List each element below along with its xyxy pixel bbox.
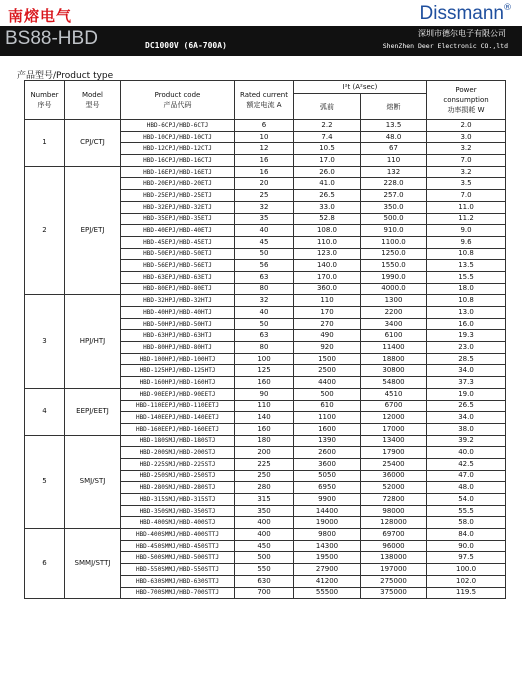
cell-melting-i2t: 350.0 <box>361 201 427 213</box>
cell-melting-i2t: 138000 <box>361 552 427 564</box>
cell-power-loss: 119.5 <box>427 587 506 599</box>
header-rated <box>235 81 294 120</box>
cell-melting-i2t: 1550.0 <box>361 260 427 272</box>
cell-product-code: HBD-32HPJ/HBD-32HTJ <box>121 295 235 307</box>
cell-power-loss: 19.0 <box>427 388 506 400</box>
cell-rated-current: 630 <box>235 575 294 587</box>
cell-rated-current: 12 <box>235 143 294 155</box>
cell-power-loss: 37.3 <box>427 377 506 389</box>
cell-product-code: HBD-400SMJ/HBD-400STJ <box>121 517 235 529</box>
cell-product-code: HBD-100HPJ/HBD-100HTJ <box>121 353 235 365</box>
cell-power-loss: 7.0 <box>427 190 506 202</box>
cell-rated-current: 63 <box>235 271 294 283</box>
cell-prearc-i2t: 19500 <box>294 552 361 564</box>
cell-prearc-i2t: 270 <box>294 318 361 330</box>
header-prearc: 弧前 <box>294 94 361 120</box>
header-number <box>25 81 65 120</box>
cell-power-loss: 54.0 <box>427 494 506 506</box>
cell-prearc-i2t: 26.0 <box>294 166 361 178</box>
cell-rated-current: 225 <box>235 458 294 470</box>
cell-rated-current: 350 <box>235 505 294 517</box>
cell-prearc-i2t: 41.0 <box>294 178 361 190</box>
cell-melting-i2t: 36000 <box>361 470 427 482</box>
cell-rated-current: 25 <box>235 190 294 202</box>
cell-prearc-i2t: 110.0 <box>294 236 361 248</box>
cell-product-code: HBD-40EPJ/HBD-40ETJ <box>121 225 235 237</box>
cell-product-code: HBD-6CPJ/HBD-6CTJ <box>121 120 235 132</box>
cell-product-code: HBD-90EEPJ/HBD-90EETJ <box>121 388 235 400</box>
header-number-cn: 序号 <box>37 101 52 109</box>
cell-product-code: HBD-40HPJ/HBD-40HTJ <box>121 307 235 319</box>
cell-power-loss: 18.0 <box>427 283 506 295</box>
cell-product-code: HBD-630SMMJ/HBD-630STTJ <box>121 575 235 587</box>
cell-power-loss: 97.5 <box>427 552 506 564</box>
cell-melting-i2t: 128000 <box>361 517 427 529</box>
cell-power-loss: 10.8 <box>427 248 506 260</box>
cell-rated-current: 700 <box>235 587 294 599</box>
company-name-cn: 深圳市德尔电子有限公司 <box>418 29 506 38</box>
cell-rated-current: 50 <box>235 318 294 330</box>
voltage-spec: DC1000V (6A-700A) <box>145 41 227 50</box>
cell-rated-current: 160 <box>235 377 294 389</box>
header-code-cn: 产品代码 <box>163 101 192 109</box>
cell-melting-i2t: 98000 <box>361 505 427 517</box>
cell-product-code: HBD-45EPJ/HBD-45ETJ <box>121 236 235 248</box>
cell-number: 1 <box>25 120 65 167</box>
cell-rated-current: 32 <box>235 295 294 307</box>
cell-melting-i2t: 96000 <box>361 540 427 552</box>
cell-melting-i2t: 52000 <box>361 482 427 494</box>
header-number-en: Number <box>30 91 59 99</box>
header-model <box>65 81 121 120</box>
cell-product-code: HBD-350SMJ/HBD-350STJ <box>121 505 235 517</box>
header-code <box>121 81 235 120</box>
cell-melting-i2t: 11400 <box>361 342 427 354</box>
product-table <box>24 80 506 599</box>
cell-rated-current: 250 <box>235 470 294 482</box>
cell-prearc-i2t: 610 <box>294 400 361 412</box>
cell-rated-current: 35 <box>235 213 294 225</box>
cell-prearc-i2t: 500 <box>294 388 361 400</box>
table-row <box>25 388 506 400</box>
cell-power-loss: 38.0 <box>427 423 506 435</box>
cell-rated-current: 450 <box>235 540 294 552</box>
cell-product-code: HBD-700SMMJ/HBD-700STTJ <box>121 587 235 599</box>
cell-rated-current: 280 <box>235 482 294 494</box>
header-model-en: Model <box>81 91 104 99</box>
cell-power-loss: 102.0 <box>427 575 506 587</box>
cell-prearc-i2t: 27900 <box>294 564 361 576</box>
cell-product-code: HBD-160EEPJ/HBD-160EETJ <box>121 423 235 435</box>
cell-prearc-i2t: 920 <box>294 342 361 354</box>
header-code-en: Product code <box>154 91 201 99</box>
cell-power-loss: 13.0 <box>427 307 506 319</box>
cell-power-loss: 47.0 <box>427 470 506 482</box>
cell-rated-current: 50 <box>235 248 294 260</box>
cell-melting-i2t: 67 <box>361 143 427 155</box>
cell-prearc-i2t: 9800 <box>294 529 361 541</box>
cell-product-code: HBD-35EPJ/HBD-35ETJ <box>121 213 235 225</box>
header-power-1: Power <box>455 86 477 94</box>
cell-power-loss: 55.5 <box>427 505 506 517</box>
cell-product-code: HBD-250SMJ/HBD-250STJ <box>121 470 235 482</box>
cell-rated-current: 6 <box>235 120 294 132</box>
header-power <box>427 81 506 120</box>
cell-rated-current: 500 <box>235 552 294 564</box>
cell-melting-i2t: 1300 <box>361 295 427 307</box>
cell-product-code: HBD-140EEPJ/HBD-140EETJ <box>121 412 235 424</box>
cell-prearc-i2t: 1100 <box>294 412 361 424</box>
cell-prearc-i2t: 10.5 <box>294 143 361 155</box>
cell-rated-current: 56 <box>235 260 294 272</box>
cell-prearc-i2t: 7.4 <box>294 131 361 143</box>
cell-product-code: HBD-450SMMJ/HBD-450STTJ <box>121 540 235 552</box>
cell-model: SMMJ/STTJ <box>65 529 121 599</box>
cell-rated-current: 180 <box>235 435 294 447</box>
cell-product-code: HBD-400SMMJ/HBD-400STTJ <box>121 529 235 541</box>
cell-melting-i2t: 4510 <box>361 388 427 400</box>
cell-rated-current: 125 <box>235 365 294 377</box>
cell-melting-i2t: 910.0 <box>361 225 427 237</box>
cell-rated-current: 400 <box>235 529 294 541</box>
header-rated-en: Rated current <box>240 91 288 99</box>
cell-prearc-i2t: 19000 <box>294 517 361 529</box>
cell-power-loss: 23.0 <box>427 342 506 354</box>
cell-model: CPJ/CTJ <box>65 120 121 167</box>
cell-melting-i2t: 2200 <box>361 307 427 319</box>
cell-power-loss: 3.0 <box>427 131 506 143</box>
cell-rated-current: 80 <box>235 283 294 295</box>
cell-prearc-i2t: 108.0 <box>294 225 361 237</box>
cell-melting-i2t: 6100 <box>361 330 427 342</box>
cell-model: SMJ/STJ <box>65 435 121 529</box>
cell-number: 3 <box>25 295 65 389</box>
header-model-cn: 型号 <box>85 101 100 109</box>
cell-power-loss: 40.0 <box>427 447 506 459</box>
cell-prearc-i2t: 1390 <box>294 435 361 447</box>
cell-melting-i2t: 132 <box>361 166 427 178</box>
cell-prearc-i2t: 170 <box>294 307 361 319</box>
cell-melting-i2t: 72800 <box>361 494 427 506</box>
cell-prearc-i2t: 1500 <box>294 353 361 365</box>
cell-melting-i2t: 13.5 <box>361 120 427 132</box>
cell-power-loss: 3.2 <box>427 143 506 155</box>
cell-product-code: HBD-160HPJ/HBD-160HTJ <box>121 377 235 389</box>
registered-mark: ® <box>503 3 512 13</box>
cell-prearc-i2t: 55500 <box>294 587 361 599</box>
cell-prearc-i2t: 2500 <box>294 365 361 377</box>
table-body <box>25 120 506 599</box>
table-row <box>25 120 506 132</box>
cell-melting-i2t: 197000 <box>361 564 427 576</box>
cell-melting-i2t: 110 <box>361 155 427 167</box>
cell-number: 6 <box>25 529 65 599</box>
section-title: 产品型号/Product type <box>17 71 114 81</box>
cell-prearc-i2t: 123.0 <box>294 248 361 260</box>
cell-product-code: HBD-180SMJ/HBD-180STJ <box>121 435 235 447</box>
cell-melting-i2t: 12000 <box>361 412 427 424</box>
cell-power-loss: 34.0 <box>427 412 506 424</box>
cell-rated-current: 32 <box>235 201 294 213</box>
cell-product-code: HBD-10CPJ/HBD-10CTJ <box>121 131 235 143</box>
cell-melting-i2t: 375000 <box>361 587 427 599</box>
cell-melting-i2t: 4000.0 <box>361 283 427 295</box>
cell-rated-current: 16 <box>235 155 294 167</box>
cell-prearc-i2t: 3600 <box>294 458 361 470</box>
cell-rated-current: 160 <box>235 423 294 435</box>
cell-rated-current: 140 <box>235 412 294 424</box>
cell-model: EPJ/ETJ <box>65 166 121 295</box>
header-power-3: 功率损耗 W <box>447 106 485 114</box>
cell-melting-i2t: 3400 <box>361 318 427 330</box>
cell-melting-i2t: 6700 <box>361 400 427 412</box>
cell-product-code: HBD-500SMMJ/HBD-500STTJ <box>121 552 235 564</box>
cell-power-loss: 9.0 <box>427 225 506 237</box>
cell-power-loss: 48.0 <box>427 482 506 494</box>
cell-product-code: HBD-56EPJ/HBD-56ETJ <box>121 260 235 272</box>
cell-power-loss: 9.6 <box>427 236 506 248</box>
cell-melting-i2t: 48.0 <box>361 131 427 143</box>
cell-power-loss: 13.5 <box>427 260 506 272</box>
cell-rated-current: 45 <box>235 236 294 248</box>
cell-rated-current: 110 <box>235 400 294 412</box>
cell-power-loss: 7.0 <box>427 155 506 167</box>
cell-melting-i2t: 17900 <box>361 447 427 459</box>
cell-product-code: HBD-16CPJ/HBD-16CTJ <box>121 155 235 167</box>
cell-prearc-i2t: 14400 <box>294 505 361 517</box>
cell-power-loss: 16.0 <box>427 318 506 330</box>
cell-prearc-i2t: 110 <box>294 295 361 307</box>
cell-power-loss: 10.8 <box>427 295 506 307</box>
cell-product-code: HBD-63HPJ/HBD-63HTJ <box>121 330 235 342</box>
table-row <box>25 295 506 307</box>
cell-melting-i2t: 25400 <box>361 458 427 470</box>
series-title: BS88-HBD <box>5 28 98 49</box>
cell-prearc-i2t: 5050 <box>294 470 361 482</box>
cell-prearc-i2t: 52.8 <box>294 213 361 225</box>
cell-product-code: HBD-12CPJ/HBD-12CTJ <box>121 143 235 155</box>
cell-prearc-i2t: 2600 <box>294 447 361 459</box>
cell-power-loss: 2.0 <box>427 120 506 132</box>
cell-melting-i2t: 30800 <box>361 365 427 377</box>
cell-rated-current: 200 <box>235 447 294 459</box>
cell-prearc-i2t: 490 <box>294 330 361 342</box>
cell-product-code: HBD-550SMMJ/HBD-550STTJ <box>121 564 235 576</box>
cell-rated-current: 10 <box>235 131 294 143</box>
cell-product-code: HBD-20EPJ/HBD-20ETJ <box>121 178 235 190</box>
company-name-en: ShenZhen Deer Electronic CO.,ltd <box>382 42 508 50</box>
cell-model: EEPJ/EETJ <box>65 388 121 435</box>
table-row <box>25 435 506 447</box>
cell-melting-i2t: 1990.0 <box>361 271 427 283</box>
cell-prearc-i2t: 14300 <box>294 540 361 552</box>
cell-prearc-i2t: 1600 <box>294 423 361 435</box>
cell-power-loss: 28.5 <box>427 353 506 365</box>
cell-melting-i2t: 17000 <box>361 423 427 435</box>
cell-rated-current: 400 <box>235 517 294 529</box>
cell-melting-i2t: 257.0 <box>361 190 427 202</box>
cell-prearc-i2t: 33.0 <box>294 201 361 213</box>
cell-rated-current: 90 <box>235 388 294 400</box>
cell-melting-i2t: 500.0 <box>361 213 427 225</box>
cell-prearc-i2t: 140.0 <box>294 260 361 272</box>
cell-rated-current: 315 <box>235 494 294 506</box>
cell-power-loss: 42.5 <box>427 458 506 470</box>
cell-product-code: HBD-16EPJ/HBD-16ETJ <box>121 166 235 178</box>
cell-power-loss: 58.0 <box>427 517 506 529</box>
cell-power-loss: 84.0 <box>427 529 506 541</box>
cell-power-loss: 15.5 <box>427 271 506 283</box>
cell-power-loss: 39.2 <box>427 435 506 447</box>
cell-power-loss: 3.2 <box>427 166 506 178</box>
cell-prearc-i2t: 360.0 <box>294 283 361 295</box>
cell-rated-current: 20 <box>235 178 294 190</box>
cell-melting-i2t: 1100.0 <box>361 236 427 248</box>
cell-rated-current: 63 <box>235 330 294 342</box>
cell-product-code: HBD-315SMJ/HBD-315STJ <box>121 494 235 506</box>
header-melt: 熔断 <box>361 94 427 120</box>
cell-prearc-i2t: 26.5 <box>294 190 361 202</box>
cell-product-code: HBD-63EPJ/HBD-63ETJ <box>121 271 235 283</box>
cell-product-code: HBD-32EPJ/HBD-32ETJ <box>121 201 235 213</box>
cell-rated-current: 100 <box>235 353 294 365</box>
cell-melting-i2t: 69700 <box>361 529 427 541</box>
cell-prearc-i2t: 9900 <box>294 494 361 506</box>
cell-power-loss: 11.2 <box>427 213 506 225</box>
cell-prearc-i2t: 170.0 <box>294 271 361 283</box>
cell-melting-i2t: 54800 <box>361 377 427 389</box>
cell-prearc-i2t: 17.0 <box>294 155 361 167</box>
cell-product-code: HBD-280SMJ/HBD-280STJ <box>121 482 235 494</box>
cell-rated-current: 40 <box>235 225 294 237</box>
cell-power-loss: 3.5 <box>427 178 506 190</box>
cell-prearc-i2t: 41200 <box>294 575 361 587</box>
header-power-2: consumption <box>443 96 489 104</box>
table-row <box>25 529 506 541</box>
cell-product-code: HBD-80EPJ/HBD-80ETJ <box>121 283 235 295</box>
cell-model: HPJ/HTJ <box>65 295 121 389</box>
cell-melting-i2t: 1250.0 <box>361 248 427 260</box>
brand-cn-logo: 南熔电气 <box>8 7 73 25</box>
cell-power-loss: 11.0 <box>427 201 506 213</box>
cell-rated-current: 550 <box>235 564 294 576</box>
cell-product-code: HBD-110EEPJ/HBD-110EETJ <box>121 400 235 412</box>
cell-rated-current: 40 <box>235 307 294 319</box>
cell-melting-i2t: 275000 <box>361 575 427 587</box>
cell-product-code: HBD-200SMJ/HBD-200STJ <box>121 447 235 459</box>
cell-prearc-i2t: 4400 <box>294 377 361 389</box>
cell-melting-i2t: 228.0 <box>361 178 427 190</box>
cell-product-code: HBD-225SMJ/HBD-225STJ <box>121 458 235 470</box>
cell-number: 2 <box>25 166 65 295</box>
cell-prearc-i2t: 2.2 <box>294 120 361 132</box>
cell-power-loss: 34.0 <box>427 365 506 377</box>
cell-rated-current: 16 <box>235 166 294 178</box>
header-i2t: I²t (A²sec) <box>294 81 427 94</box>
table-row <box>25 166 506 178</box>
cell-number: 4 <box>25 388 65 435</box>
cell-product-code: HBD-25EPJ/HBD-25ETJ <box>121 190 235 202</box>
cell-power-loss: 90.0 <box>427 540 506 552</box>
cell-product-code: HBD-80HPJ/HBD-80HTJ <box>121 342 235 354</box>
brand-en-logo: Dissmann <box>419 3 504 24</box>
cell-power-loss: 19.3 <box>427 330 506 342</box>
cell-product-code: HBD-125HPJ/HBD-125HTJ <box>121 365 235 377</box>
cell-melting-i2t: 13400 <box>361 435 427 447</box>
cell-power-loss: 100.0 <box>427 564 506 576</box>
cell-rated-current: 80 <box>235 342 294 354</box>
cell-power-loss: 26.5 <box>427 400 506 412</box>
cell-melting-i2t: 18800 <box>361 353 427 365</box>
cell-product-code: HBD-50HPJ/HBD-50HTJ <box>121 318 235 330</box>
cell-number: 5 <box>25 435 65 529</box>
cell-product-code: HBD-50EPJ/HBD-50ETJ <box>121 248 235 260</box>
cell-prearc-i2t: 6950 <box>294 482 361 494</box>
header-rated-cn: 额定电流 A <box>246 101 282 109</box>
